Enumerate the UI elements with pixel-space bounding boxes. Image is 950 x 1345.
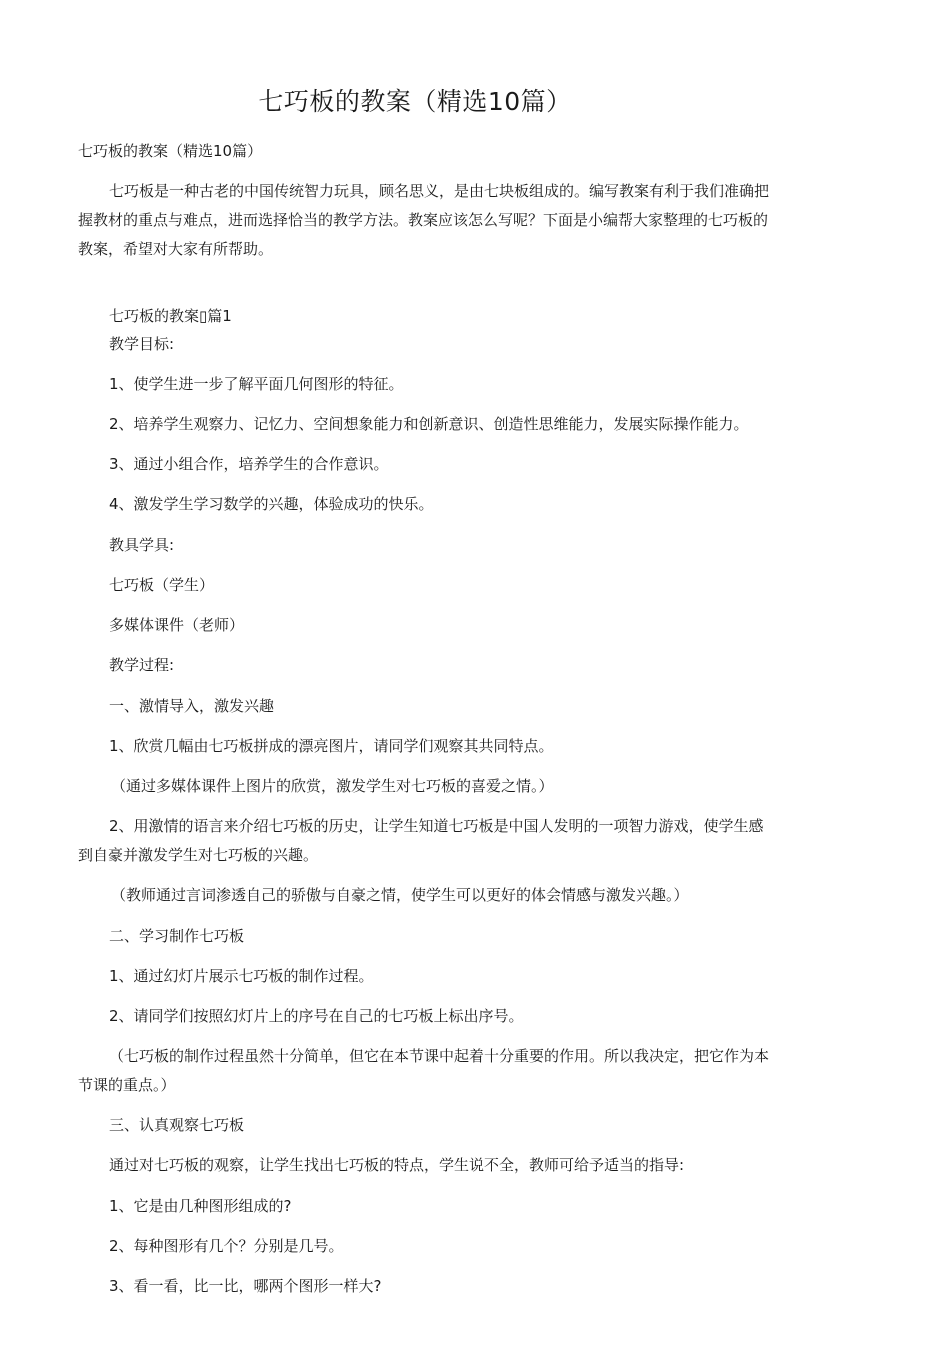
intro-paragraph: 七巧板是一种古老的中国传统智力玩具，顾名思义，是由七块板组成的。编写教案有利于我们准确把握教材的重点与难点，进而选择恰当的教学方法。教案应该怎么写呢？下面是小编帮大家整理的七巧板的教案，希望对大家有所帮助。 <box>78 182 770 258</box>
question-item-3: 3、看一看，比一比，哪两个图形一样大? <box>109 1277 382 1295</box>
question-item-2: 2、每种图形有几个？分别是几号。 <box>109 1237 344 1255</box>
step-note-1-1: （通过多媒体课件上图片的欣赏，激发学生对七巧板的喜爱之情。） <box>111 777 554 795</box>
teaching-goals-label: 教学目标: <box>109 335 175 353</box>
step-intro-3: 通过对七巧板的观察，让学生找出七巧板的特点，学生说不全，教师可给予适当的指导: <box>109 1156 685 1174</box>
teaching-process-label: 教学过程: <box>109 656 175 674</box>
goal-item-3: 3、通过小组合作，培养学生的合作意识。 <box>109 455 389 473</box>
step-heading-1: 一、激情导入，激发兴趣 <box>109 697 275 715</box>
step-item-2-1: 1、通过幻灯片展示七巧板的制作过程。 <box>109 967 374 985</box>
history-paragraph: 2、用激情的语言来介绍七巧板的历史，让学生知道七巧板是中国人发明的一项智力游戏，使学生感到自豪并激发学生对七巧板的兴趣。 <box>78 817 764 864</box>
step-note-1-2: （教师通过言词渗透自己的骄傲与自豪之情，使学生可以更好的体会情感与激发兴趣。） <box>111 886 689 904</box>
step-heading-3: 三、认真观察七巧板 <box>109 1116 245 1134</box>
tool-item-teacher: 多媒体课件（老师） <box>109 616 245 634</box>
step-heading-2: 二、学习制作七巧板 <box>109 927 245 945</box>
key-point-paragraph: （七巧板的制作过程虽然十分简单，但它在本节课中起着十分重要的作用。所以我决定，把它作为本节课的重点。） <box>78 1047 770 1094</box>
teaching-tools-label: 教具学具: <box>109 536 175 554</box>
step-item-1-1: 1、欣赏几幅由七巧板拼成的漂亮图片，请同学们观察其共同特点。 <box>109 737 554 755</box>
step-item-2-2: 2、请同学们按照幻灯片上的序号在自己的七巧板上标出序号。 <box>109 1007 524 1025</box>
question-item-1: 1、它是由几种图形组成的? <box>109 1197 292 1215</box>
document-title: 七巧板的教案（精选10篇） <box>258 87 572 116</box>
goal-item-2: 2、培养学生观察力、记忆力、空间想象能力和创新意识、创造性思维能力，发展实际操作能力。 <box>109 415 749 433</box>
section-heading: 七巧板的教案▯篇1 <box>109 307 232 325</box>
document-subtitle: 七巧板的教案（精选10篇） <box>78 142 263 160</box>
tool-item-student: 七巧板（学生） <box>109 576 215 594</box>
goal-item-1: 1、使学生进一步了解平面几何图形的特征。 <box>109 375 404 393</box>
goal-item-4: 4、激发学生学习数学的兴趣，体验成功的快乐。 <box>109 495 434 513</box>
